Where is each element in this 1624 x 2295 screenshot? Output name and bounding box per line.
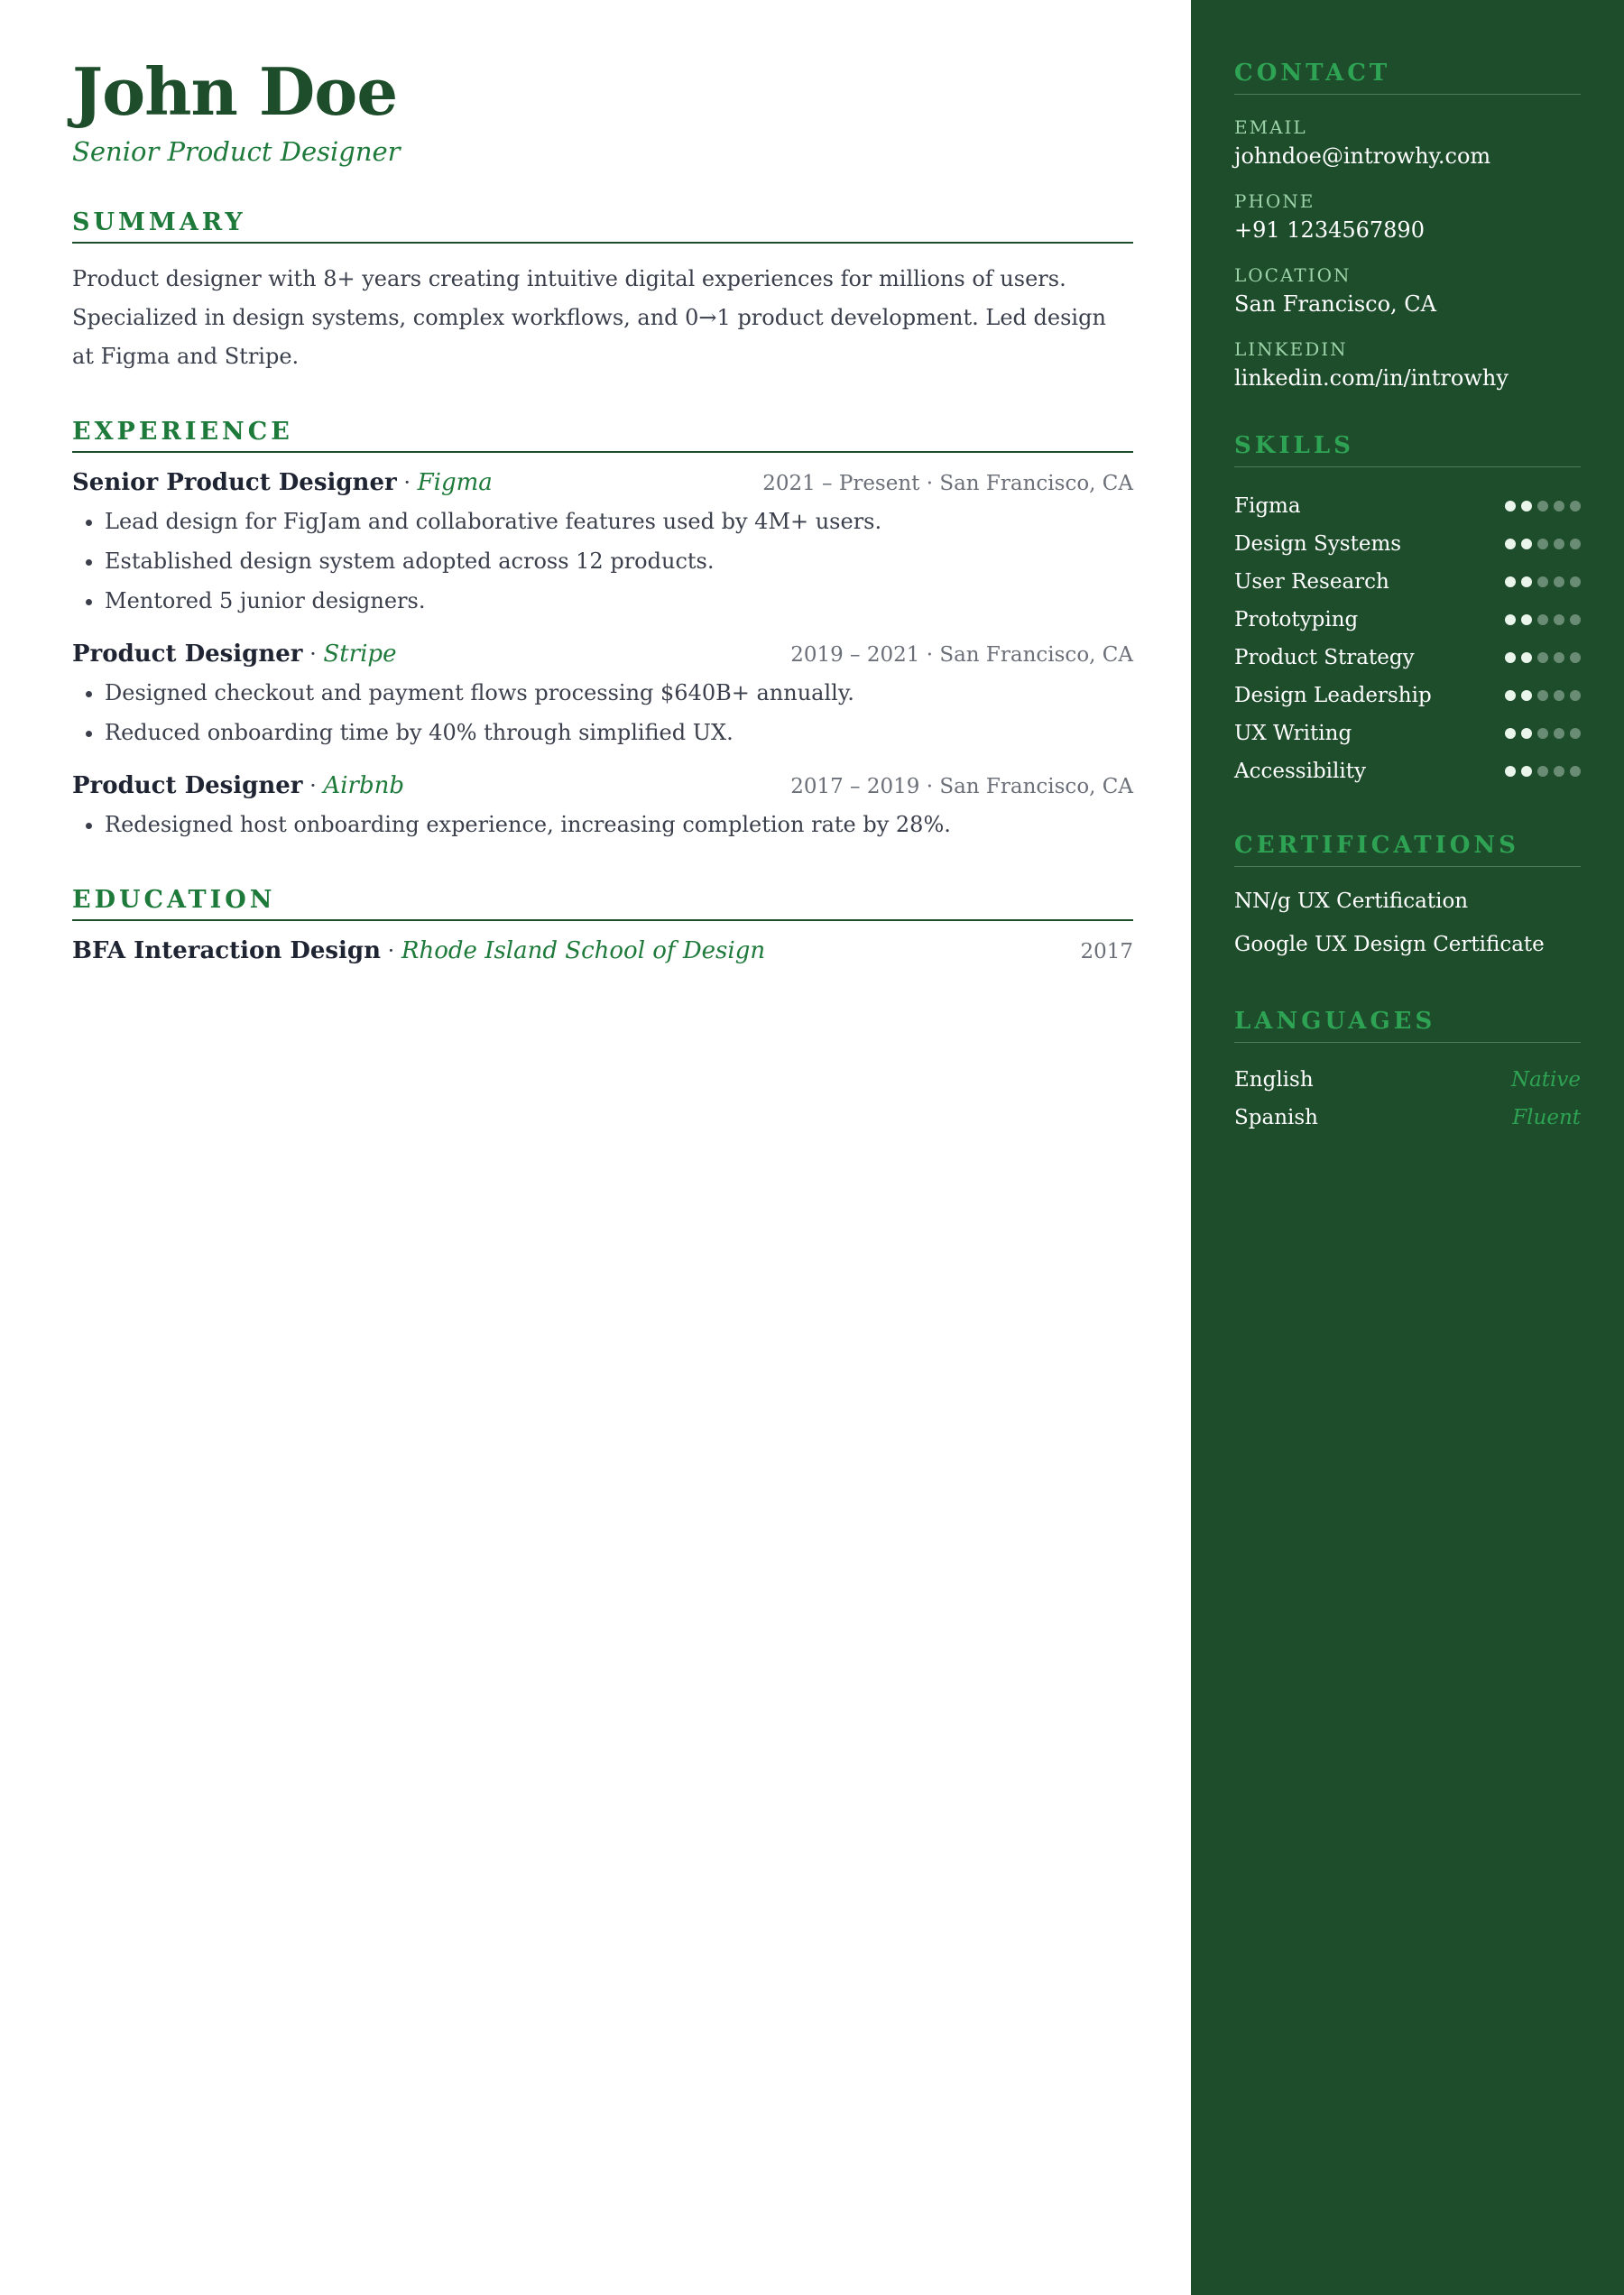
summary-section — [72, 208, 1133, 376]
skill-name: Prototyping — [1234, 608, 1359, 631]
job-role: Product Designer — [72, 772, 303, 800]
skill-dot-filled — [1521, 652, 1532, 663]
skill-dot-filled — [1521, 614, 1532, 625]
skill-name: UX Writing — [1234, 722, 1352, 745]
language-item — [1234, 1061, 1581, 1099]
skill-level-dots — [1505, 652, 1581, 663]
skills-heading: SKILLS — [1234, 432, 1581, 467]
skill-item — [1234, 714, 1581, 752]
skill-dot-filled — [1505, 652, 1516, 663]
job-title-line — [72, 469, 493, 496]
education-heading: EDUCATION — [72, 886, 1133, 921]
job-role: Senior Product Designer — [72, 469, 397, 497]
language-item — [1234, 1099, 1581, 1137]
skill-item — [1234, 639, 1581, 677]
education-school: Rhode Island School of Design — [401, 937, 766, 965]
skill-dot-empty — [1570, 690, 1581, 701]
job-title-line — [72, 772, 404, 799]
certification-item: NN/g UX Certification — [1234, 889, 1469, 913]
contact-linkedin[interactable]: linkedin.com/in/introwhy — [1234, 365, 1509, 391]
skill-dot-empty — [1570, 576, 1581, 587]
separator: · — [309, 641, 317, 668]
skill-item — [1234, 601, 1581, 639]
skill-dot-empty — [1570, 539, 1581, 549]
skill-level-dots — [1505, 614, 1581, 625]
experience-heading: EXPERIENCE — [72, 418, 1133, 453]
education-section — [72, 886, 1133, 964]
job-company: Stripe — [323, 641, 397, 668]
skill-name: Accessibility — [1234, 760, 1366, 783]
experience-section — [72, 418, 1133, 844]
job-header — [72, 641, 1133, 668]
skill-level-dots — [1505, 539, 1581, 549]
skill-dot-empty — [1554, 539, 1564, 549]
job-bullet: • Established design system adopted across 12 products. — [105, 541, 1133, 581]
skill-level-dots — [1505, 728, 1581, 739]
job-meta: 2017 – 2019 · San Francisco, CA — [790, 775, 1133, 799]
skill-dot-filled — [1505, 766, 1516, 777]
contact-heading: CONTACT — [1234, 60, 1581, 95]
skill-dot-empty — [1554, 728, 1564, 739]
separator: · — [309, 773, 317, 799]
summary-heading: SUMMARY — [72, 208, 1133, 244]
skill-dot-filled — [1521, 728, 1532, 739]
languages-list — [1234, 1061, 1581, 1137]
job-header — [72, 469, 1133, 496]
skill-dot-empty — [1537, 539, 1548, 549]
skill-dot-filled — [1505, 614, 1516, 625]
skill-dot-filled — [1521, 501, 1532, 512]
skill-dot-empty — [1537, 614, 1548, 625]
separator: · — [387, 938, 395, 964]
skill-name: Figma — [1234, 494, 1301, 518]
contact-label-phone: PHONE — [1234, 190, 1315, 212]
contact-label-email: EMAIL — [1234, 116, 1307, 138]
language-name: English — [1234, 1068, 1314, 1092]
main-content — [72, 53, 1133, 965]
skill-dot-empty — [1537, 576, 1548, 587]
skill-dot-empty — [1570, 614, 1581, 625]
contact-location: San Francisco, CA — [1234, 291, 1437, 317]
person-title: Senior Product Designer — [72, 136, 401, 168]
skill-item — [1234, 525, 1581, 563]
skill-name: Design Systems — [1234, 532, 1402, 556]
skill-item — [1234, 563, 1581, 601]
skill-dot-empty — [1537, 501, 1548, 512]
certifications-heading: CERTIFICATIONS — [1234, 832, 1581, 867]
education-entry — [72, 937, 1133, 964]
sidebar-content — [1234, 60, 1581, 1137]
skill-dot-filled — [1505, 690, 1516, 701]
skill-level-dots — [1505, 690, 1581, 701]
job-entry — [72, 641, 1133, 752]
certifications-list — [1234, 880, 1581, 966]
skill-item — [1234, 487, 1581, 525]
job-bullet: • Designed checkout and payment flows processing $640B+ annually. — [105, 673, 1133, 713]
languages-section — [1234, 1008, 1581, 1137]
certifications-section — [1234, 832, 1581, 966]
separator: · — [403, 470, 411, 496]
education-year: 2017 — [1080, 940, 1133, 964]
job-bullet: • Mentored 5 junior designers. — [105, 581, 1133, 621]
skill-dot-empty — [1537, 728, 1548, 739]
language-name: Spanish — [1234, 1106, 1318, 1129]
skill-dot-empty — [1537, 690, 1548, 701]
job-company: Airbnb — [323, 772, 404, 800]
skill-dot-filled — [1521, 576, 1532, 587]
skill-dot-filled — [1505, 576, 1516, 587]
education-line — [72, 937, 765, 964]
skill-dot-empty — [1570, 728, 1581, 739]
skill-level-dots — [1505, 576, 1581, 587]
job-bullets — [72, 673, 1133, 752]
job-company: Figma — [417, 469, 493, 497]
contact-phone[interactable]: +91 1234567890 — [1234, 217, 1425, 243]
job-meta: 2019 – 2021 · San Francisco, CA — [790, 643, 1133, 668]
contact-section — [1234, 60, 1581, 391]
education-degree: BFA Interaction Design — [72, 937, 381, 965]
contact-email[interactable]: johndoe@introwhy.com — [1234, 143, 1491, 169]
contact-label-location: LOCATION — [1234, 264, 1352, 286]
job-role: Product Designer — [72, 641, 303, 668]
skill-dot-filled — [1521, 539, 1532, 549]
summary-text: Product designer with 8+ years creating intuitive digital experiences for millions of users. Specialized in design systems, complex workflows, and 0→1 product development. Led design at Figma and Stripe. — [72, 266, 1106, 370]
job-bullet: • Redesigned host onboarding experience, increasing completion rate by 28%. — [105, 805, 1133, 844]
skill-dot-empty — [1537, 766, 1548, 777]
skill-name: Product Strategy — [1234, 646, 1415, 669]
skill-dot-empty — [1554, 576, 1564, 587]
contact-label-linkedin: LINKEDIN — [1234, 338, 1348, 360]
job-bullet: • Lead design for FigJam and collaborative features used by 4M+ users. — [105, 502, 1133, 541]
language-level: Native — [1510, 1068, 1581, 1092]
skill-item — [1234, 752, 1581, 790]
skill-name: Design Leadership — [1234, 684, 1432, 707]
skill-dot-empty — [1537, 652, 1548, 663]
job-entry — [72, 469, 1133, 621]
job-title-line — [72, 641, 396, 668]
skill-dot-empty — [1554, 652, 1564, 663]
job-entry — [72, 772, 1133, 844]
job-bullets — [72, 502, 1133, 621]
languages-heading: LANGUAGES — [1234, 1008, 1581, 1043]
skill-dot-empty — [1570, 652, 1581, 663]
skill-level-dots — [1505, 766, 1581, 777]
job-bullet: • Reduced onboarding time by 40% through simplified UX. — [105, 713, 1133, 752]
certification-item: Google UX Design Certificate — [1234, 933, 1545, 956]
skill-level-dots — [1505, 501, 1581, 512]
skill-dot-filled — [1505, 539, 1516, 549]
skill-dot-empty — [1570, 501, 1581, 512]
language-level: Fluent — [1512, 1106, 1581, 1129]
skill-dot-empty — [1554, 614, 1564, 625]
skill-name: User Research — [1234, 570, 1389, 594]
skill-dot-filled — [1521, 766, 1532, 777]
job-meta: 2021 – Present · San Francisco, CA — [762, 472, 1133, 496]
skill-dot-empty — [1570, 766, 1581, 777]
skills-list — [1234, 487, 1581, 790]
job-header — [72, 772, 1133, 799]
skill-dot-empty — [1554, 501, 1564, 512]
skill-dot-filled — [1521, 690, 1532, 701]
skill-dot-filled — [1505, 501, 1516, 512]
skill-dot-empty — [1554, 690, 1564, 701]
skill-item — [1234, 677, 1581, 714]
skills-section — [1234, 432, 1581, 790]
job-bullets — [72, 805, 1133, 844]
skill-dot-empty — [1554, 766, 1564, 777]
sidebar — [1191, 0, 1624, 2295]
person-name: John Doe — [72, 53, 398, 130]
skill-dot-filled — [1505, 728, 1516, 739]
